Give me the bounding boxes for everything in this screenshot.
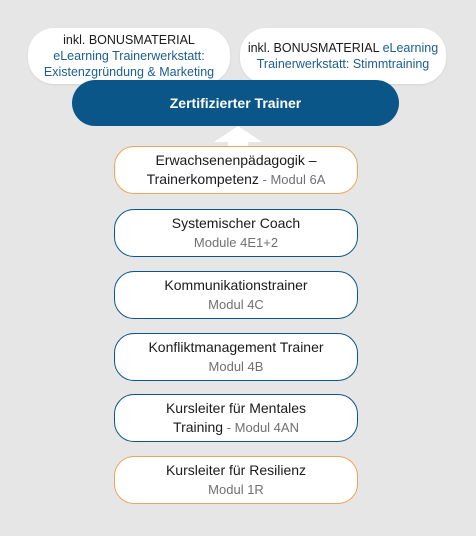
module-4b-title: Konfliktmanagement Trainer [148,339,324,355]
module-4c-code: Modul 4C [208,297,264,312]
certified-trainer-label: Zertifizierter Trainer [169,95,302,111]
module-6a-separator: - [258,172,271,187]
module-4e-code: Module 4E1+2 [193,235,279,250]
bubble-right-line1b: eLearning [382,41,439,55]
module-4e-title: Systemischer Coach [171,215,301,231]
bubble-left-line1: inkl. BONUSMATERIAL [63,33,195,47]
module-1r-code: Modul 1R [208,482,264,497]
module-4an-title-line1: Kursleiter für Mentales [165,400,307,416]
certified-trainer-banner [72,80,399,126]
module-4b [114,333,358,381]
module-6a-title-line2: Trainerkompetenz [146,171,259,187]
module-4an-title-line2: Training [173,419,224,435]
bonus-bubble-stimmtraining [240,28,446,84]
up-arrow-icon [212,126,264,148]
module-4an [114,394,358,442]
module-6a-title-line1: Erwachsenenpädagogik – [155,152,317,168]
module-1r [114,456,358,504]
module-4an-separator: - [223,420,235,435]
bonus-bubble-existenzgruendung [28,28,230,84]
module-4an-code: Modul 4AN [234,420,299,435]
bubble-left-line2: eLearning Trainerwerkstatt: [53,49,205,63]
module-6a-code: Modul 6A [270,172,326,187]
module-4c [114,271,358,319]
bubble-left-line3: Existenzgründung & Marketing [43,65,215,79]
module-6a [114,146,358,194]
module-4c-title: Kommunikationstrainer [164,277,308,293]
bubble-right-line1a: inkl. BONUSMATERIAL [247,41,383,55]
module-1r-title: Kursleiter für Resilienz [165,462,307,478]
module-4b-code: Modul 4B [208,359,264,374]
bubble-right-line2: Trainerwerkstatt: Stimmtraining [256,57,430,71]
module-4e [114,209,358,257]
